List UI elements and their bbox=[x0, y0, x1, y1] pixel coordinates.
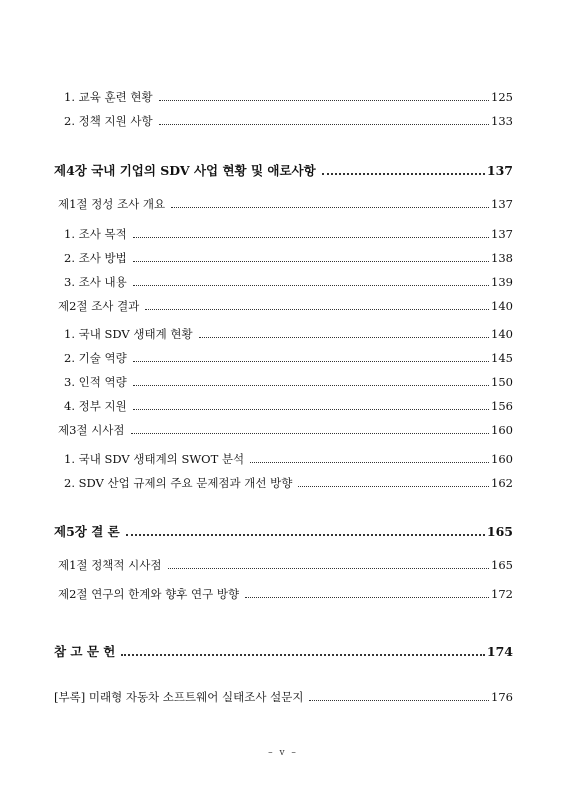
toc-entry-title: 제1절 정성 조사 개요 bbox=[58, 197, 166, 211]
toc-entry[interactable] bbox=[64, 90, 513, 104]
dot-leader bbox=[145, 309, 489, 310]
toc-entry[interactable] bbox=[64, 275, 513, 289]
toc-section[interactable] bbox=[58, 423, 513, 437]
toc-entry-title: 4. 정부 지원 bbox=[64, 399, 127, 413]
toc-entry-title: 제5장 결 론 bbox=[54, 524, 120, 539]
dot-leader bbox=[133, 261, 489, 262]
toc-entry-title: 1. 국내 SDV 생태계의 SWOT 분석 bbox=[64, 452, 245, 466]
dot-leader bbox=[168, 568, 490, 569]
dot-leader bbox=[121, 654, 485, 656]
toc-references[interactable] bbox=[54, 645, 513, 659]
dot-leader bbox=[133, 237, 489, 238]
toc-entry[interactable] bbox=[64, 114, 513, 128]
toc-chapter[interactable] bbox=[54, 164, 513, 178]
dot-leader bbox=[322, 173, 485, 175]
toc-entry-page: 165 bbox=[486, 524, 513, 539]
toc-entry-page: 125 bbox=[491, 90, 513, 104]
toc-entry[interactable] bbox=[64, 476, 513, 490]
toc-entry-title: 제1절 정책적 시사점 bbox=[58, 558, 162, 572]
dot-leader bbox=[309, 700, 489, 701]
toc-entry-page: 172 bbox=[491, 587, 513, 601]
toc-entry[interactable] bbox=[64, 375, 513, 389]
toc-entry-title: 2. 정책 지원 사항 bbox=[64, 114, 153, 128]
toc-section[interactable] bbox=[58, 558, 513, 572]
dot-leader bbox=[298, 486, 489, 487]
toc-entry[interactable] bbox=[64, 452, 513, 466]
toc-entry[interactable] bbox=[64, 251, 513, 265]
dot-leader bbox=[133, 285, 489, 286]
toc-entry-title: 제2절 조사 결과 bbox=[58, 299, 140, 313]
toc-entry-title: 3. 조사 내용 bbox=[64, 275, 127, 289]
toc-entry-page: 133 bbox=[491, 114, 513, 128]
dot-leader bbox=[126, 534, 485, 536]
page-number: – v – bbox=[268, 748, 298, 758]
toc-entry-page: 145 bbox=[491, 351, 513, 365]
dot-leader bbox=[250, 462, 489, 463]
toc-entry-page: 140 bbox=[491, 299, 513, 313]
toc-entry-page: 176 bbox=[491, 690, 513, 704]
toc-entry[interactable] bbox=[64, 399, 513, 413]
toc-entry[interactable] bbox=[64, 327, 513, 341]
toc-entry-page: 138 bbox=[491, 251, 513, 265]
toc-entry-title: 2. SDV 산업 규제의 주요 문제점과 개선 방향 bbox=[64, 476, 293, 490]
toc-entry-page: 137 bbox=[491, 227, 513, 241]
toc-entry-title: 제2절 연구의 한계와 향후 연구 방향 bbox=[58, 587, 240, 601]
toc-section[interactable] bbox=[58, 197, 513, 211]
toc-entry-title: 제4장 국내 기업의 SDV 사업 현황 및 애로사항 bbox=[54, 163, 316, 178]
toc-section[interactable] bbox=[58, 299, 513, 313]
toc-entry-page: 137 bbox=[491, 197, 513, 211]
dot-leader bbox=[159, 100, 489, 101]
dot-leader bbox=[133, 385, 489, 386]
toc-entry-page: 150 bbox=[491, 375, 513, 389]
dot-leader bbox=[131, 433, 490, 434]
toc-entry-page: 160 bbox=[491, 423, 513, 437]
toc-entry-page: 139 bbox=[491, 275, 513, 289]
toc-appendix[interactable] bbox=[54, 690, 513, 704]
toc-entry-title: 1. 조사 목적 bbox=[64, 227, 127, 241]
dot-leader bbox=[159, 124, 489, 125]
dot-leader bbox=[171, 207, 489, 208]
toc-entry-page: 140 bbox=[491, 327, 513, 341]
toc-entry-page: 162 bbox=[491, 476, 513, 490]
toc-entry-page: 174 bbox=[486, 644, 513, 659]
toc-entry-title: 1. 교육 훈련 현황 bbox=[64, 90, 153, 104]
dot-leader bbox=[199, 337, 489, 338]
toc-entry-page: 156 bbox=[491, 399, 513, 413]
toc-entry[interactable] bbox=[64, 227, 513, 241]
toc-entry-title: 1. 국내 SDV 생태계 현황 bbox=[64, 327, 193, 341]
toc-entry-page: 160 bbox=[491, 452, 513, 466]
toc-section[interactable] bbox=[58, 587, 513, 601]
toc-entry-title: 2. 조사 방법 bbox=[64, 251, 127, 265]
toc-chapter[interactable] bbox=[54, 525, 513, 539]
dot-leader bbox=[133, 409, 489, 410]
dot-leader bbox=[133, 361, 489, 362]
toc-entry-title: 제3절 시사점 bbox=[58, 423, 125, 437]
toc-entry-title: 2. 기술 역량 bbox=[64, 351, 127, 365]
dot-leader bbox=[245, 597, 489, 598]
toc-entry[interactable] bbox=[64, 351, 513, 365]
toc-entry-page: 165 bbox=[491, 558, 513, 572]
toc-entry-page: 137 bbox=[486, 163, 513, 178]
toc-entry-title: 3. 인적 역량 bbox=[64, 375, 127, 389]
toc-entry-title: 참 고 문 헌 bbox=[54, 644, 116, 659]
toc-entry-title: [부록] 미래형 자동차 소프트웨어 실태조사 설문지 bbox=[54, 690, 304, 704]
